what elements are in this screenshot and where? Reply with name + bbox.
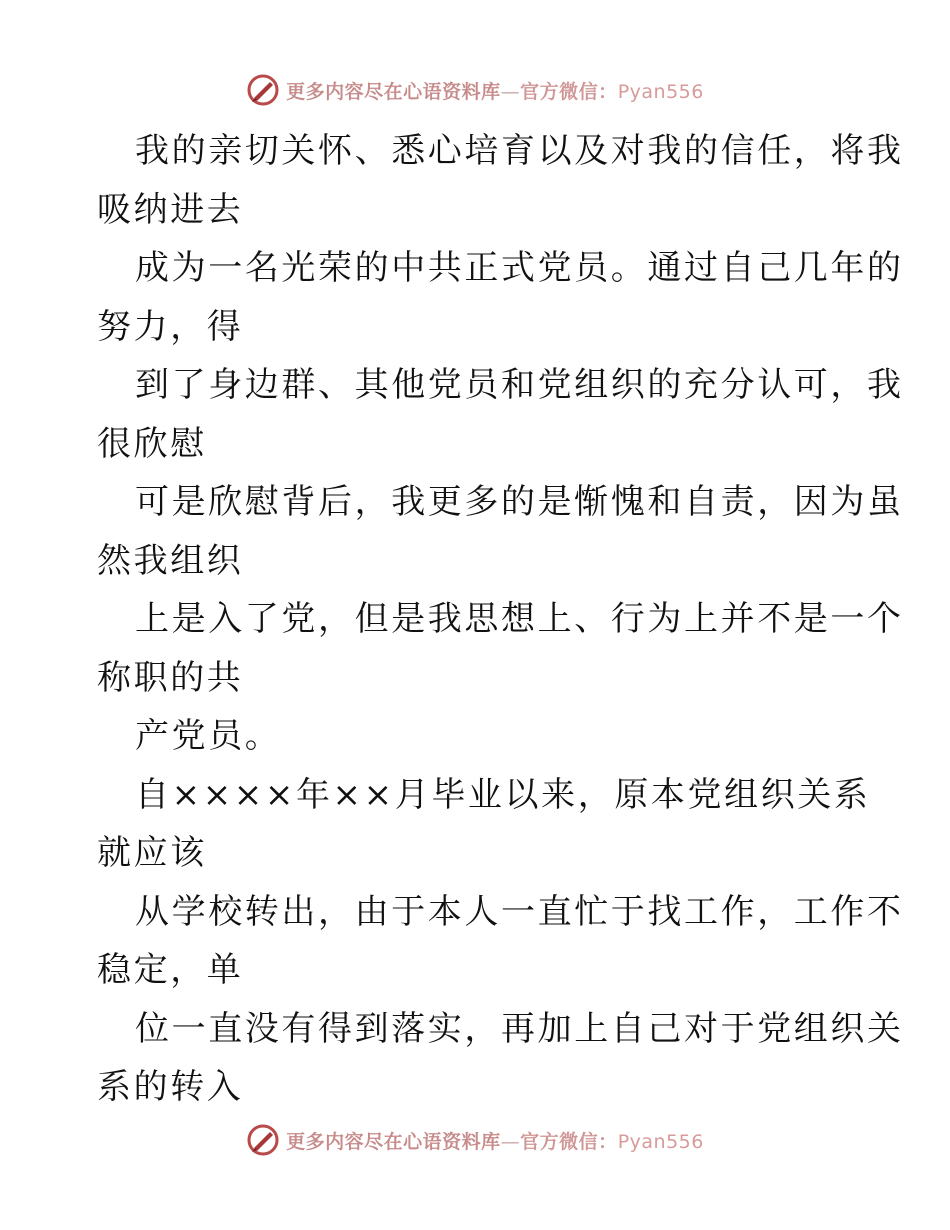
body-text-line: 从学校转出，由于本人一直忙于找工作，工作不 [135, 891, 904, 932]
watermark-text [286, 77, 704, 104]
body-text-line: 稳定，单 [97, 950, 244, 990]
watermark-text [286, 1127, 704, 1154]
header-watermark [0, 70, 950, 110]
watermark-site-text: 更多内容尽在心语资料库 [286, 80, 501, 103]
body-text-line: 产党员。 [135, 716, 282, 756]
quill-circle-icon [246, 1123, 280, 1157]
watermark-separator: — [500, 80, 521, 103]
body-text-line: 到了身边群、其他党员和党组织的充分认可，我 [135, 365, 904, 405]
footer-watermark [0, 1120, 950, 1160]
quill-circle-icon [246, 73, 280, 107]
body-text-line: 很欣慰 [97, 423, 207, 464]
body-text-line: 系的转入 [97, 1067, 244, 1107]
body-text-line: 就应该 [97, 833, 207, 873]
watermark-wechat-id: Pyan556 [617, 80, 704, 103]
body-text-line: 努力，得 [97, 306, 244, 347]
body-text-line: 吸纳进去 [97, 189, 244, 230]
body-text-line: 位一直没有得到落实，再加上自己对于党组织关 [135, 1008, 904, 1049]
watermark-site-text: 更多内容尽在心语资料库 [286, 1130, 501, 1153]
watermark-wechat-label: 官方微信： [520, 80, 618, 103]
body-text-line: 上是入了党，但是我思想上、行为上并不是一个 [135, 599, 904, 639]
body-text-line: 自××××年××月毕业以来，原本党组织关系 [135, 774, 871, 815]
body-text-line: 然我组织 [97, 540, 244, 581]
body-text-line: 我的亲切关怀、悉心培育以及对我的信任，将我 [135, 131, 904, 171]
document-body [97, 122, 904, 1117]
body-text-line: 成为一名光荣的中共正式党员。通过自己几年的 [135, 248, 904, 288]
watermark-wechat-label: 官方微信： [520, 1130, 618, 1153]
watermark-wechat-id: Pyan556 [617, 1130, 704, 1153]
watermark-separator: — [500, 1130, 521, 1153]
body-text-line: 可是欣慰背后，我更多的是惭愧和自责，因为虽 [135, 482, 904, 522]
body-text-line: 称职的共 [97, 657, 244, 698]
